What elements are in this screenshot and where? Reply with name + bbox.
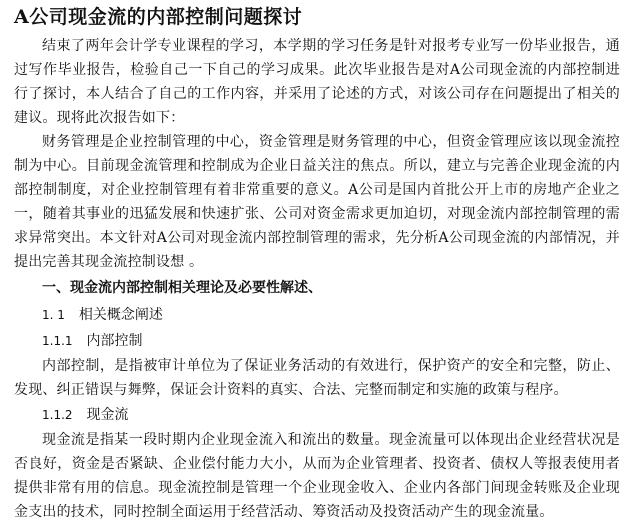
intro-paragraph: 结束了两年会计学专业课程的学习，本学期的学习任务是针对报考专业写一份毕业报告，通过写作毕业报告，检验自己一下自己的学习成果。此次毕业报告是对A公司现金流的内部控制进行了探讨，本人结合了自己的工作内容，并采用了论述的方式，对该公司存在问题提出了相关的建议。现将此次报告如下： [14,38,620,126]
subsection-number: 1.1.1 [42,334,73,348]
subsection-heading-1-1-1 [14,328,620,354]
subsection-number: 1. 1 [42,308,65,322]
subsection-heading-1-1-2 [14,402,620,428]
cash-flow-paragraph: 现金流是指某一段时期内企业现金流入和流出的数量。现金流量可以体现出企业经营状况是否良好，资金是否紧缺、企业偿付能力大小，从而为企业管理者、投资者、债权人等报表使用者提供非常有用的信息。现金流控制是管理一个企业现金收入、企业内各部门间现金转账及企业现金支出的技术，同时控制全面运用于经营活动、筹资活动及投资活动产生的现金流量。 [14,432,620,520]
subsection-heading-1-1 [14,302,620,328]
subsection-title: 现金流 [86,407,129,423]
document-title: A公司现金流的内部控制问题探讨 [14,6,303,28]
subsection-title: 内部控制 [86,333,143,349]
subsection-number: 1.1.2 [42,408,73,422]
internal-control-paragraph: 内部控制，是指被审计单位为了保证业务活动的有效进行，保护资产的安全和完整，防止、发现、纠正错误与舞弊，保证会计资料的真实、合法、完整而制定和实施的政策与程序。 [14,358,620,398]
subsection-title: 相关概念阐述 [78,307,163,323]
background-paragraph: 财务管理是企业控制管理的中心，资金管理是财务管理的中心，但资金管理应该以现金流控制为中心。目前现金流管理和控制成为企业日益关注的焦点。所以，建立与完善企业现金流的内部控制制度，对企业控制管理有着非常重要的意义。A公司是国内首批公开上市的房地产企业之一，随着其事业的迅猛发展和快速扩张、公司对资金需求更加迫切，对现金流内部控制管理的需求异常突出。本文针对A公司对现金流内部控制管理的需求，先分析A公司现金流的内部情况，并提出完善其现金流控制设想 。 [14,134,620,270]
document-page [14,4,620,524]
section-heading-1: 一、现金流内部控制相关理论及必要性解述、 [42,280,322,296]
